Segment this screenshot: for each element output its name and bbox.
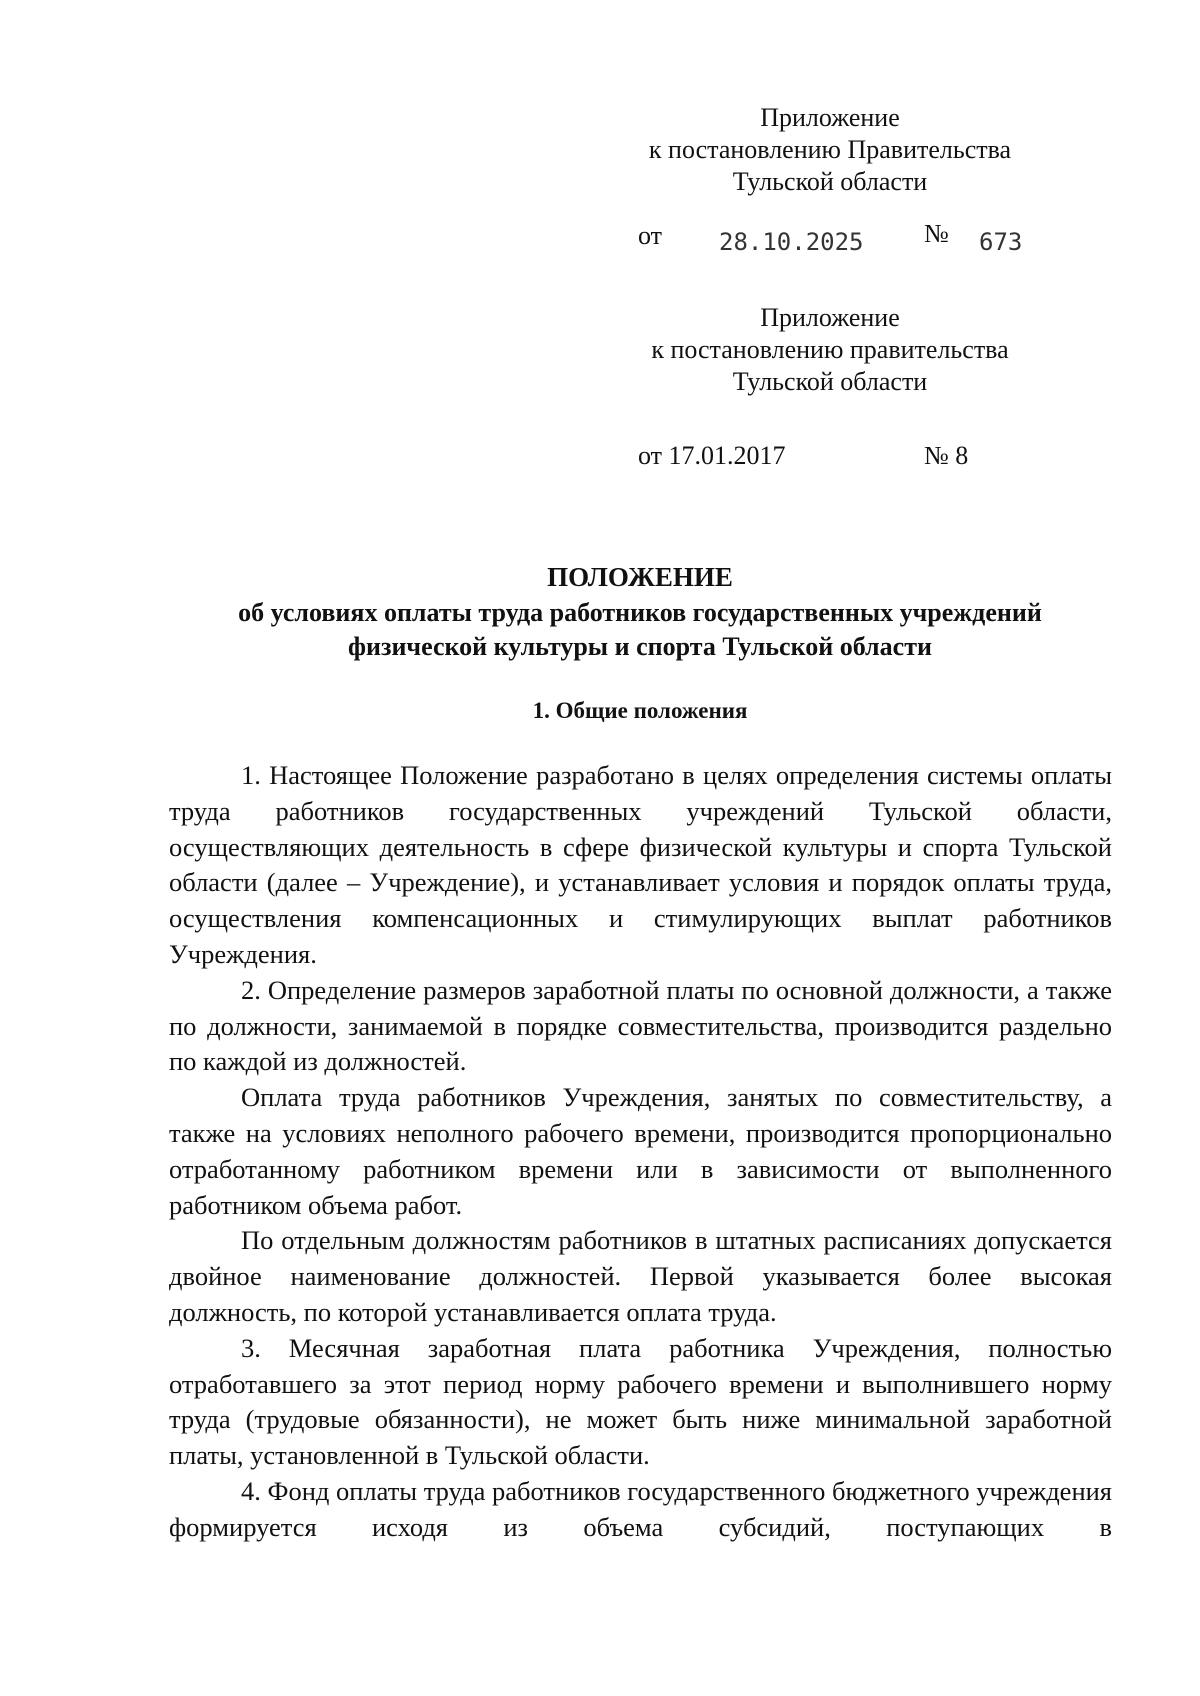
body-text bbox=[169, 758, 1112, 1546]
attachment-line: Приложение bbox=[760, 103, 900, 132]
attachment-header-original bbox=[600, 302, 1060, 398]
paragraph-5: 3. Месячная заработная плата работника Учреждения, полностью отработавшего за этот период норму рабочего времени и выполнившего норму труда (трудовые обязанности), не может быть ниже минимальной заработной платы, установленной в Тульской области. bbox=[169, 1332, 1112, 1471]
document-title: ПОЛОЖЕНИЕ bbox=[547, 562, 733, 592]
paragraph-1: 1. Настоящее Положение разработано в целях определения системы оплаты труда работников государственных учреждений Тульской области, осуществляющих деятельность в сфере физической культуры и спорта Тульской области (далее – Учреждение), и устанавливает условия и порядок оплаты труда, осуществления компенсационных и стимулирующих выплат работников Учреждения. bbox=[169, 760, 1112, 969]
document-subtitle bbox=[140, 596, 1140, 664]
subtitle-line: об условиях оплаты труда работников государственных учреждений bbox=[238, 598, 1042, 627]
current-number: 673 bbox=[979, 228, 1023, 256]
attachment-header-current bbox=[600, 102, 1060, 198]
current-date-prefix: от bbox=[638, 221, 663, 250]
attachment-line: Тульской области bbox=[732, 167, 928, 196]
attachment-line: к постановлению Правительства bbox=[648, 135, 1012, 164]
attachment-line: Тульской области bbox=[732, 367, 928, 396]
paragraph-3: Оплата труда работников Учреждения, занятых по совместительству, а также на условиях неполного рабочего времени, производится пропорционально отработанному работником времени или в зависимости от выполненного работником объема работ. bbox=[169, 1082, 1112, 1220]
original-number: № 8 bbox=[924, 441, 969, 470]
current-number-sign: № bbox=[924, 219, 949, 248]
attachment-line: к постановлению правительства bbox=[651, 335, 1009, 364]
paragraph-4: По отдельным должностям работников в штатных расписаниях допускается двойное наименование должностей. Первой указывается более высокая должность, по которой устанавливается оплата труда. bbox=[169, 1225, 1112, 1327]
section-title: 1. Общие положения bbox=[532, 698, 748, 723]
current-date: 28.10.2025 bbox=[719, 228, 864, 256]
paragraph-2: 2. Определение размеров заработной платы по основной должности, а также по должности, занимаемой в порядке совместительства, производится раздельно по каждой из должностей. bbox=[169, 974, 1112, 1077]
original-date: от 17.01.2017 bbox=[638, 441, 786, 470]
paragraph-6: 4. Фонд оплаты труда работников государственного бюджетного учреждения формируется исходя из объема субсидий, поступающих в bbox=[169, 1475, 1112, 1542]
subtitle-line: физической культуры и спорта Тульской области bbox=[348, 632, 932, 661]
attachment-line: Приложение bbox=[760, 303, 900, 332]
